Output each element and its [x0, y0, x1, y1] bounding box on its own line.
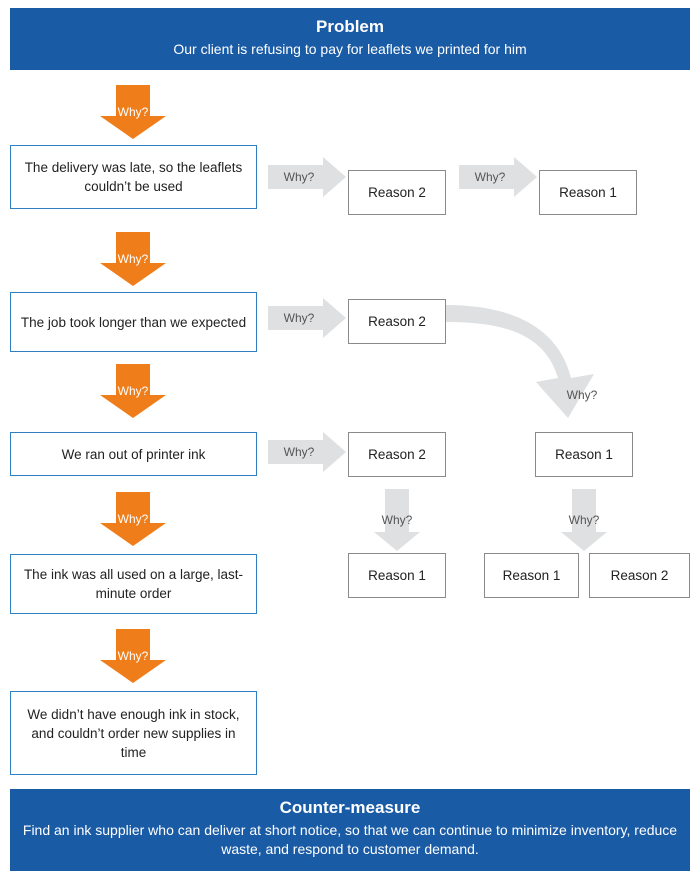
- reason-box-row1-2: [539, 170, 637, 215]
- reason-box-row4-3: [589, 553, 690, 598]
- branch-arrow-down-1: [371, 489, 423, 551]
- why-arrow-4: [100, 492, 166, 546]
- arrow-head: [100, 395, 166, 418]
- branch-arrow-down-1-label: Why?: [381, 513, 413, 527]
- why-arrow-3-label: Why?: [117, 384, 149, 398]
- branch-arrow-row2-1: [268, 298, 346, 338]
- why-arrow-3: [100, 364, 166, 418]
- reason-box-row3-2-label: Reason 1: [555, 447, 613, 462]
- arrow-head: [100, 116, 166, 139]
- branch-arrow-curved-label: Why?: [566, 388, 598, 402]
- why-box-4: [10, 554, 257, 614]
- reason-box-row4-3-label: Reason 2: [610, 568, 669, 583]
- why-box-5-text: We didn’t have enough ink in stock, and couldn’t order new supplies in time: [27, 706, 240, 760]
- why-arrow-5-label: Why?: [117, 649, 149, 663]
- curved-arrow-shape: [440, 300, 620, 425]
- reason-box-row3-1: [348, 432, 446, 477]
- problem-banner: [10, 8, 690, 70]
- why-arrow-1: [100, 85, 166, 139]
- reason-box-row1-1: [348, 170, 446, 215]
- why-arrow-5: [100, 629, 166, 683]
- why-box-4-text: The ink was all used on a large, last-minute order: [23, 567, 244, 601]
- reason-box-row4-2-label: Reason 1: [502, 568, 561, 583]
- why-arrow-4-label: Why?: [117, 512, 149, 526]
- why-box-3: [10, 432, 257, 476]
- why-arrow-2-label: Why?: [117, 252, 149, 266]
- branch-arrow-row1-2: [459, 157, 537, 197]
- arrow-head: [100, 660, 166, 683]
- branch-arrow-row1-2-label: Why?: [474, 170, 506, 184]
- why-arrow-2: [100, 232, 166, 286]
- counter-measure-title: Counter-measure: [279, 798, 421, 817]
- reason-box-row2-1: [348, 299, 446, 344]
- arrow-head: [561, 532, 607, 551]
- branch-arrow-curved: [440, 300, 620, 425]
- counter-measure-statement: Find an ink supplier who can deliver at short notice, so that we can continue to minimize inventory, reduce waste, and respond to customer demand.: [22, 822, 678, 857]
- why-box-1-text: The delivery was late, so the leaflets couldn’t be used: [24, 160, 243, 194]
- why-box-1: [10, 145, 257, 209]
- why-box-3-text: We ran out of printer ink: [61, 446, 206, 462]
- reason-box-row4-1: [348, 553, 446, 598]
- counter-measure-banner: [10, 789, 690, 871]
- arrow-head: [374, 532, 420, 551]
- why-box-2-text: The job took longer than we expected: [20, 314, 247, 330]
- reason-box-row1-2-label: Reason 1: [559, 185, 617, 200]
- branch-arrow-down-2-label: Why?: [568, 513, 600, 527]
- why-box-2: [10, 292, 257, 352]
- reason-box-row4-2: [484, 553, 579, 598]
- branch-arrow-row3-1: [268, 432, 346, 472]
- branch-arrow-row3-1-label: Why?: [283, 445, 315, 459]
- reason-box-row4-1-label: Reason 1: [368, 568, 426, 583]
- branch-arrow-row1-1: [268, 157, 346, 197]
- branch-arrow-row2-1-label: Why?: [283, 311, 315, 325]
- problem-statement: Our client is refusing to pay for leaflets we printed for him: [173, 41, 527, 57]
- reason-box-row2-1-label: Reason 2: [368, 314, 426, 329]
- reason-box-row3-1-label: Reason 2: [368, 447, 426, 462]
- arrow-head: [100, 263, 166, 286]
- reason-box-row3-2: [535, 432, 633, 477]
- reason-box-row1-1-label: Reason 2: [368, 185, 426, 200]
- branch-arrow-down-2: [558, 489, 610, 551]
- problem-title: Problem: [315, 17, 385, 36]
- why-box-5: [10, 691, 257, 775]
- arrow-head: [100, 523, 166, 546]
- branch-arrow-row1-1-label: Why?: [283, 170, 315, 184]
- why-arrow-1-label: Why?: [117, 105, 149, 119]
